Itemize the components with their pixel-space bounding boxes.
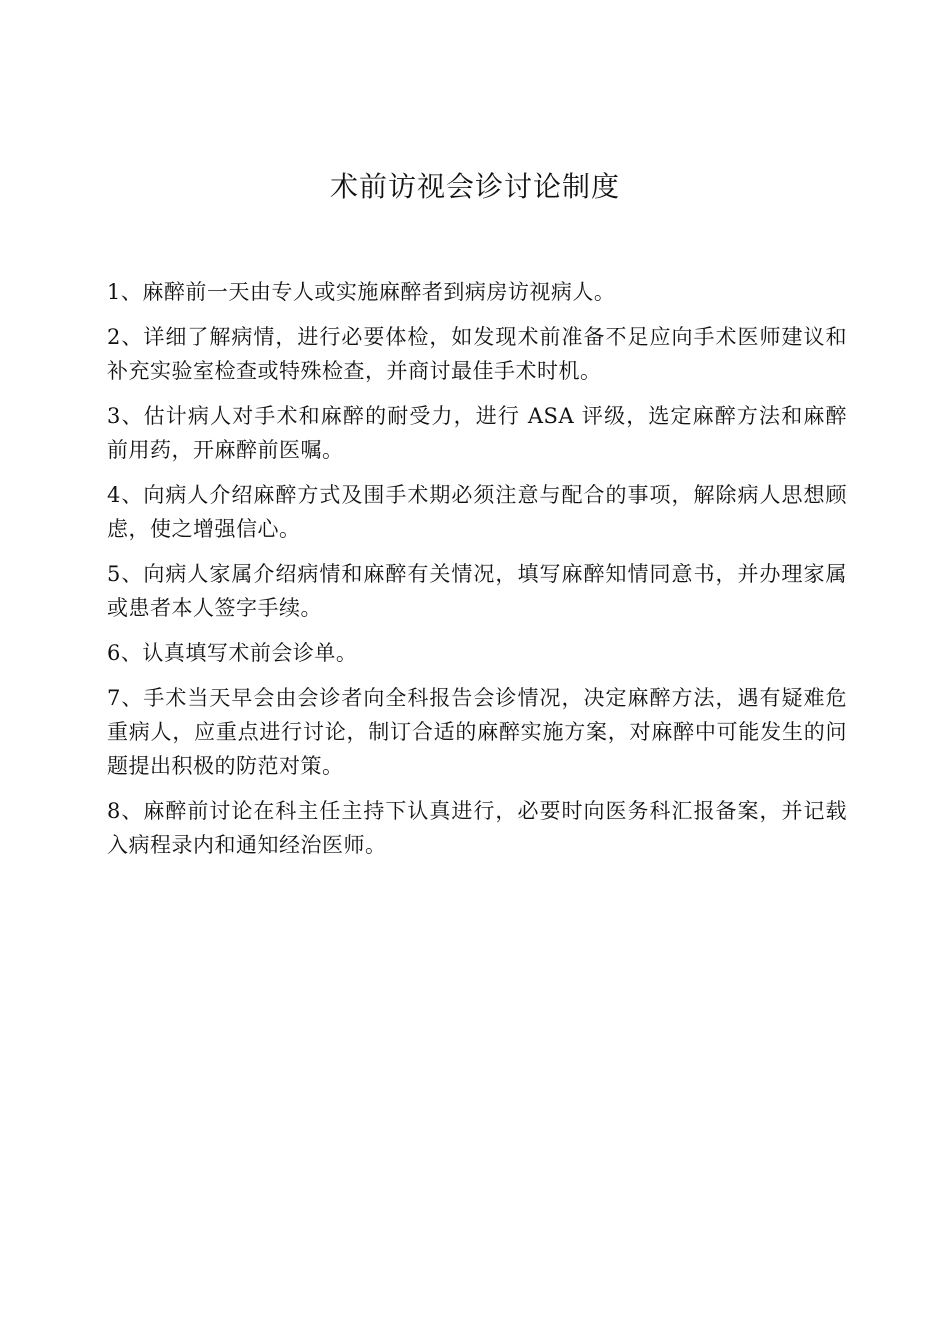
clause-4: 4、向病人介绍麻醉方式及围手术期必须注意与配合的事项，解除病人思想顾虑，使之增强信心。 xyxy=(107,483,847,541)
clause-list xyxy=(107,275,847,873)
clause-6: 6、认真填写术前会诊单。 xyxy=(107,641,358,665)
clause-1: 1、麻醉前一天由专人或实施麻醉者到病房访视病人。 xyxy=(107,280,616,304)
clause-8: 8、麻醉前讨论在科主任主持下认真进行，必要时向医务科汇报备案，并记载入病程录内和通知经治医师。 xyxy=(107,799,847,857)
clause-7: 7、手术当天早会由会诊者向全科报告会诊情况，决定麻醉方法，遇有疑难危重病人，应重点进行讨论，制订合适的麻醉实施方案，对麻醉中可能发生的问题提出积极的防范对策。 xyxy=(107,686,847,778)
document-title: 术前访视会诊讨论制度 xyxy=(329,170,620,203)
clause-3: 3、估计病人对手术和麻醉的耐受力，进行 ASA 评级，选定麻醉方法和麻醉前用药，开麻醉前医嘱。 xyxy=(107,404,847,462)
clause-5: 5、向病人家属介绍病情和麻醉有关情况，填写麻醉知情同意书，并办理家属或患者本人签字手续。 xyxy=(107,562,847,620)
clause-2: 2、详细了解病情，进行必要体检，如发现术前准备不足应向手术医师建议和补充实验室检查或特殊检查，并商讨最佳手术时机。 xyxy=(107,325,847,383)
